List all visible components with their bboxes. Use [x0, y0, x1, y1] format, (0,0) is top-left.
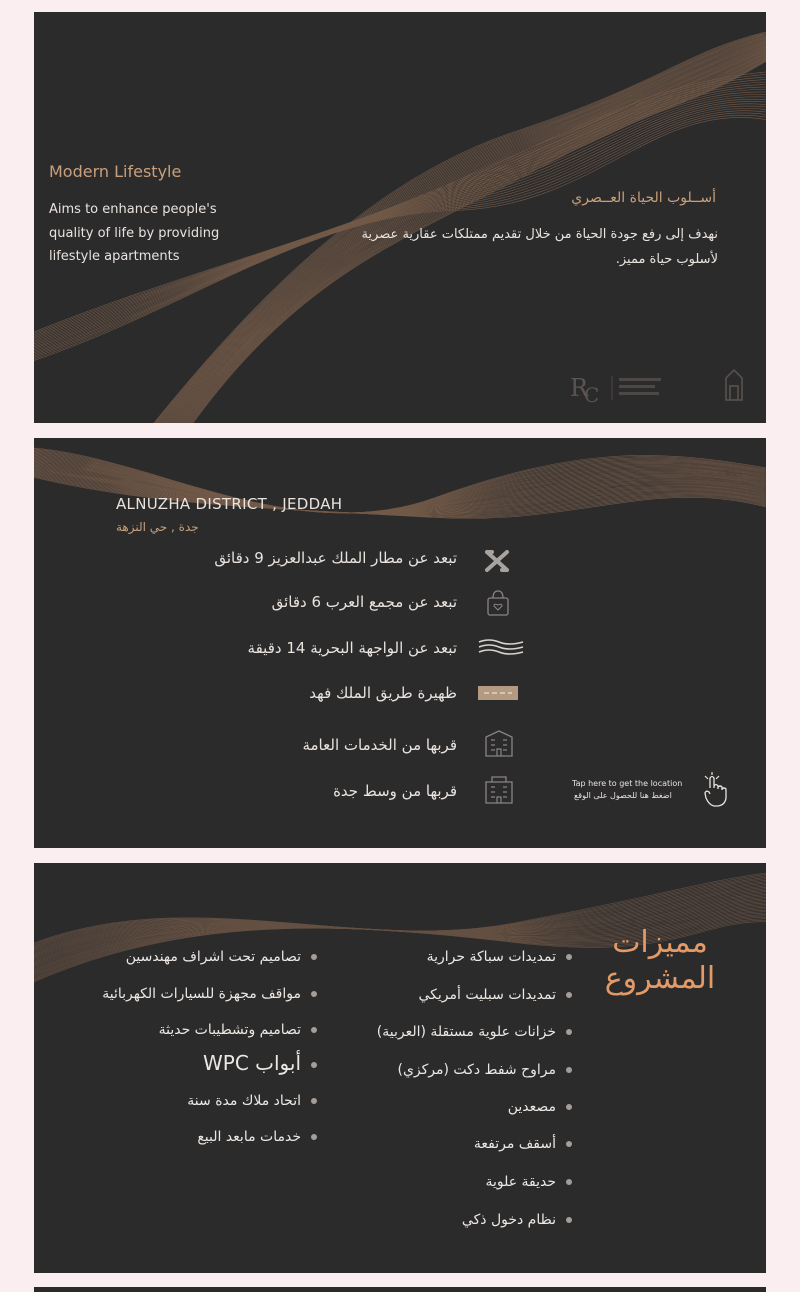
- district-ar: جدة , حي النزهة: [116, 520, 199, 534]
- brand-logos: [564, 364, 754, 406]
- road-icon: [478, 686, 518, 700]
- feature-item: حديقة علوية: [485, 1174, 572, 1190]
- feature-item: خدمات مابعد البيع: [197, 1129, 317, 1145]
- feature-item: أسقف مرتفعة: [474, 1136, 572, 1152]
- title-ar: أســلوب الحياة العــصري: [571, 190, 716, 206]
- location-item: قربها من وسط جدة: [333, 782, 457, 800]
- feature-item: تمديدات سباكة حرارية: [427, 949, 572, 965]
- description-ar: نهدف إلى رفع جودة الحياة من خلال تقديم ممتلكات عقارية عصرية لأسلوب حياة مميز.: [361, 227, 718, 267]
- building-icon: [483, 728, 515, 758]
- feature-item: نظام دخول ذكي: [462, 1212, 572, 1228]
- feature-item: مراوح شفط دكت (مركزي): [397, 1062, 572, 1078]
- feature-item: تصاميم تحت اشراف مهندسين: [126, 949, 317, 965]
- description-en: Aims to enhance people's quality of life by providing lifestyle apartments: [49, 202, 220, 264]
- feature-item: خزانات علوية مستقلة (العربية): [377, 1024, 572, 1040]
- title-en: Modern Lifestyle: [49, 162, 182, 181]
- airplane-icon: [483, 546, 511, 574]
- tap-location-ar[interactable]: اضغط هنا للحصول على الوقع: [574, 791, 672, 800]
- location-item: تبعد عن مطار الملك عبدالعزيز 9 دقائق: [214, 549, 457, 567]
- location-item: تبعد عن مجمع العرب 6 دقائق: [271, 593, 457, 611]
- waves-icon: [477, 636, 525, 656]
- district-en: ALNUZHA DISTRICT , JEDDAH: [116, 495, 343, 513]
- feature-item: مواقف مجهزة للسيارات الكهربائية: [102, 986, 317, 1002]
- shopping-bag-icon: [485, 589, 511, 617]
- features-title: مميزات المشروع: [604, 925, 716, 996]
- tap-hand-icon[interactable]: [700, 772, 730, 808]
- location-item: ظهيرة طريق الملك فهد: [309, 684, 457, 702]
- feature-item: تمديدات سبليت أمريكي: [418, 987, 572, 1003]
- slide-next-partial: [34, 1287, 766, 1292]
- city-building-icon: [483, 775, 515, 805]
- slide-modern-lifestyle: [34, 12, 766, 423]
- slide-project-features: [34, 863, 766, 1273]
- feature-item: تصاميم وتشطيبات حديثة: [159, 1022, 317, 1038]
- feature-item: اتحاد ملاك مدة سنة: [187, 1093, 317, 1109]
- svg-text:R: R: [570, 374, 589, 402]
- svg-text:C: C: [584, 383, 600, 406]
- feature-item: مصعدين: [508, 1099, 572, 1115]
- slide-location: [34, 438, 766, 848]
- location-item: تبعد عن الواجهة البحرية 14 دقيقة: [247, 639, 457, 657]
- feature-item: أبواب WPC: [203, 1051, 317, 1075]
- location-item: قربها من الخدمات العامة: [302, 736, 457, 754]
- tap-location-en[interactable]: Tap here to get the location: [572, 779, 683, 788]
